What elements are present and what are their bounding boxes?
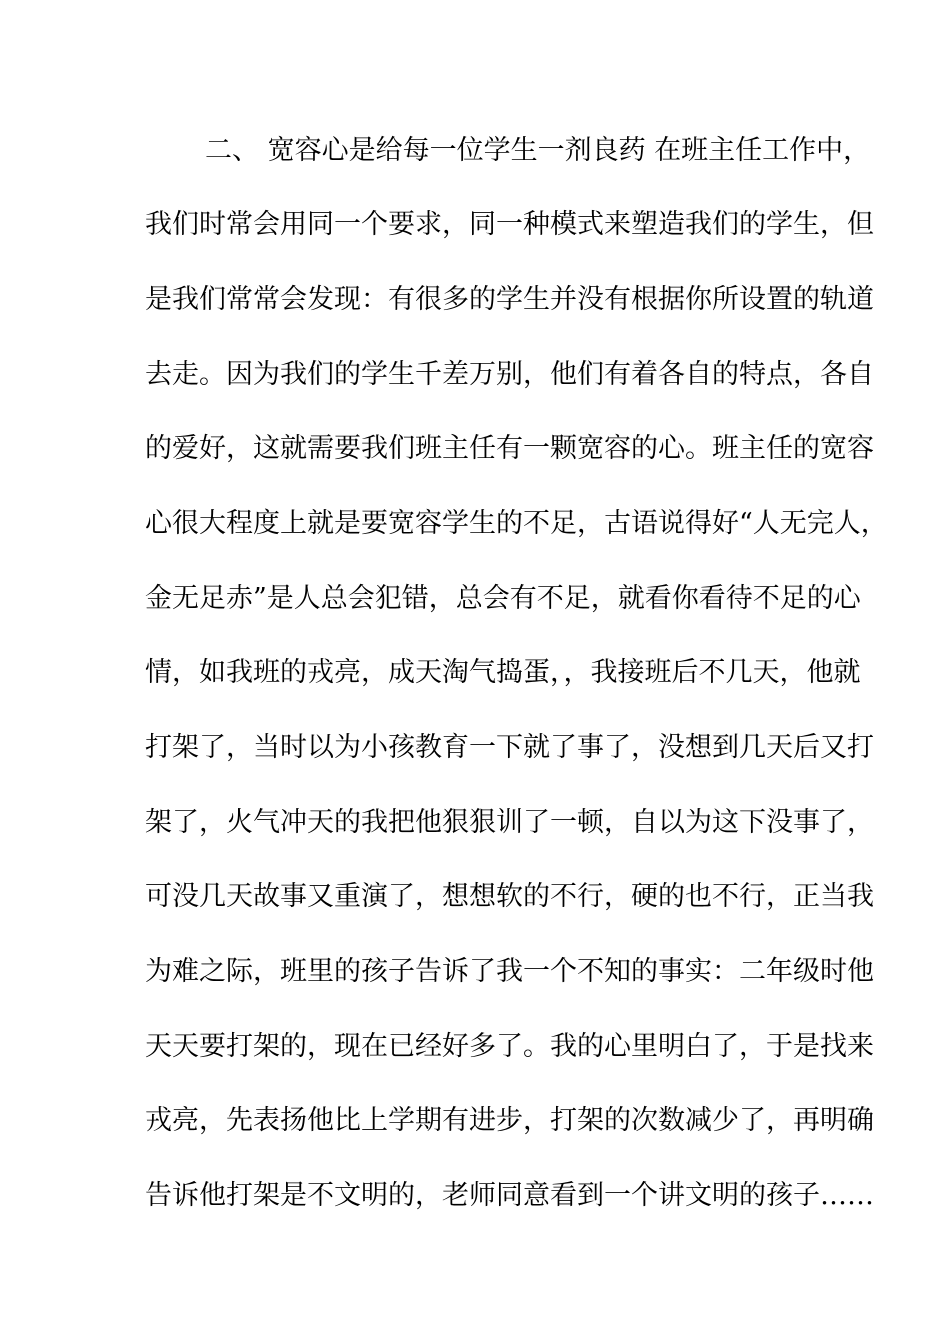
paragraph-line: 可没几天故事又重演了，想想软的不行，硬的也不行，正当我 [145,881,874,912]
paragraph-line: 情，如我班的戎亮，成天淘气捣蛋，，我接班后不几天，他就 [145,657,861,688]
paragraph-line: 告诉他打架是不文明的，老师同意看到一个讲文明的孩子…… [145,1180,874,1211]
paragraph-line: 是我们常常会发现：有很多的学生并没有根据你所设置的轨道 [145,284,874,315]
paragraph-line: 架了，火气冲天的我把他狠狠训了一顿，自以为这下没事了， [145,807,874,838]
paragraph-line: 为难之际，班里的孩子告诉了我一个不知的事实：二年级时他 [145,956,874,987]
paragraph-line: 打架了，当时以为小孩教育一下就了事了，没想到几天后又打 [145,732,874,763]
paragraph-line: 心很大程度上就是要宽容学生的不足，古语说得好“人无完人， [145,508,888,539]
paragraph-line: 的爱好，这就需要我们班主任有一颗宽容的心。班主任的宽容 [145,433,874,464]
paragraph-line: 我们时常会用同一个要求，同一种模式来塑造我们的学生，但 [145,209,874,240]
paragraph-line: 二、 宽容心是给每一位学生一剂良药 在班主任工作中， [205,135,871,166]
paragraph-line: 天天要打架的，现在已经好多了。我的心里明白了，于是找来 [145,1031,874,1062]
paragraph-line: 去走。因为我们的学生千差万别，他们有着各自的特点，各自 [145,359,874,390]
paragraph-line: 戎亮，先表扬他比上学期有进步，打架的次数减少了，再明确 [145,1105,874,1136]
paragraph-line: 金无足赤”是人总会犯错，总会有不足，就看你看待不足的心 [145,583,861,614]
